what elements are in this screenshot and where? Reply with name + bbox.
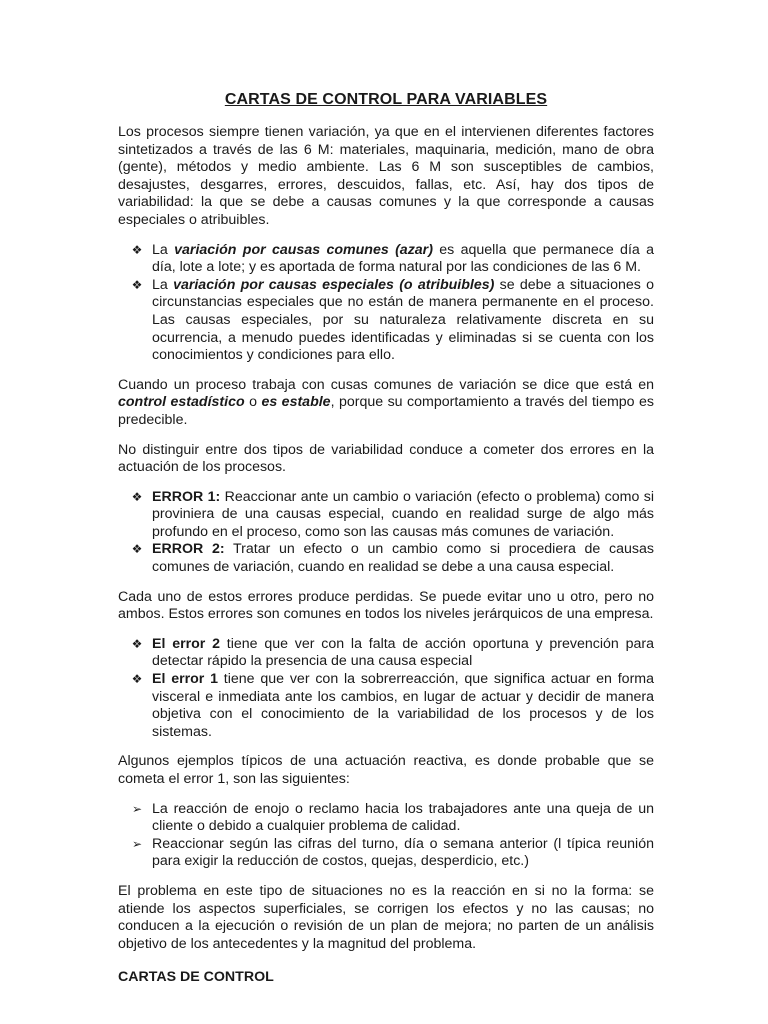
list-item: ➢ La reacción de enojo o reclamo hacia los trabajadores ante una queja de un cliente o debido a cualquier problema de calidad. (131, 800, 654, 835)
term-common-causes: variación por causas comunes (azar) (174, 241, 433, 258)
diamond-bullet-icon: ❖ (131, 242, 143, 257)
diamond-bullet-icon: ❖ (131, 542, 143, 557)
losses-paragraph: Cada uno de estos errores produce perdidas. Se puede evitar uno u otro, pero no ambos. Estos errores son comunes en todos los niveles jerárquicos de una empresa. (118, 588, 654, 623)
errors-detail-list (118, 636, 654, 742)
list-item: ❖ El error 1 tiene que ver con la sobrerreacción, que significa actuar en forma visceral e inmediata ante los cambios, en lugar de actuar y decidir de manera objetiva con el conocimiento de la variabilidad de los procesos y de los sistemas. (131, 671, 654, 740)
list-item: ❖ La variación por causas especiales (o atribuibles) se debe a situaciones o circunstancias especiales que no están de manera permanente en el proceso. Las causas especiales, por su naturaleza relativamente discreta en su ocurrencia, a menudo puedes identificadas y eliminadas si se cuenta con los conocimientos y condiciones para ello. (131, 276, 655, 364)
list-item: ➢ Reaccionar según las cifras del turno, día o semana anterior (l típica reunión para exigir la reducción de costos, quejas, desperdicio, etc.) (131, 835, 654, 870)
problem-paragraph: El problema en este tipo de situaciones no es la reacción en si no la forma: se atiende los aspectos superficiales, se corrigen los efectos y no las causas; no conducen a la ejecución o revisión de un plan de mejora; no parten de un análisis objetivo de los antecedentes y la magnitud del problema. (118, 882, 654, 952)
term-special-causes: variación por causas especiales (o atribuibles) (173, 276, 495, 293)
section-heading: CARTAS DE CONTROL (118, 969, 274, 986)
error-label: El error 1 (152, 671, 219, 688)
intro-paragraph: Los procesos siempre tienen variación, ya que en el intervienen diferentes factores sintetizados a través de las 6 M: materiales, maquinaria, medición, mano de obra (gente), métodos y medio ambiente. Las 6 M son susceptibles de cambios, desajustes, desgarres, errores, descuidos, fallas, etc. Así, hay dos tipos de variabilidad: la que se debe a causas comunes y la que corresponde a causas especiales o atribuibles. (118, 124, 654, 228)
diamond-bullet-icon: ❖ (131, 672, 143, 687)
list-item: ❖ ERROR 1: Reaccionar ante un cambio o variación (efecto o problema) como si proviniera de una causas especial, cuando en realidad surge de algo más profundo en el proceso, como son las causas más comunes de variación. (131, 488, 654, 540)
error-label: ERROR 2: (152, 541, 225, 558)
diamond-bullet-icon: ❖ (131, 489, 143, 504)
term-es-estable: es estable (261, 394, 331, 411)
list-item: ❖ La variación por causas comunes (azar) es aquella que permanece día a día, lote a lote; y es aportada de forma natural por las condiciones de las 6 M. (131, 241, 655, 276)
variability-list (118, 242, 654, 365)
page-title: CARTAS DE CONTROL PARA VARIABLES (224, 91, 548, 108)
list-item: ❖ ERROR 2: Tratar un efecto o un cambio como si procediera de causas comunes de variación, cuando en realidad se debe a una causa especial. (131, 541, 654, 576)
term-control-estadistico: control estadístico (118, 394, 245, 411)
error-label: El error 2 (152, 635, 220, 652)
examples-list (118, 801, 654, 871)
list-item: ❖ El error 2 tiene que ver con la falta de acción oportuna y prevención para detectar rápido la presencia de una causa especial (131, 635, 654, 670)
diamond-bullet-icon: ❖ (131, 277, 143, 292)
arrowhead-bullet-icon: ➢ (131, 801, 143, 816)
errors-list (118, 489, 654, 577)
diamond-bullet-icon: ❖ (131, 636, 143, 651)
errors-intro-paragraph: No distinguir entre dos tipos de variabilidad conduce a cometer dos errores en la actuación de los procesos. (118, 441, 654, 476)
examples-intro-paragraph: Algunos ejemplos típicos de una actuación reactiva, es donde probable que se cometa el error 1, son las siguientes: (118, 753, 654, 787)
arrowhead-bullet-icon: ➢ (131, 836, 143, 851)
error-label: ERROR 1: (152, 488, 221, 505)
control-paragraph: Cuando un proceso trabaja con cusas comunes de variación se dice que está en control estadístico o es estable, porque su comportamiento a través del tiempo es predecible. (118, 376, 655, 428)
